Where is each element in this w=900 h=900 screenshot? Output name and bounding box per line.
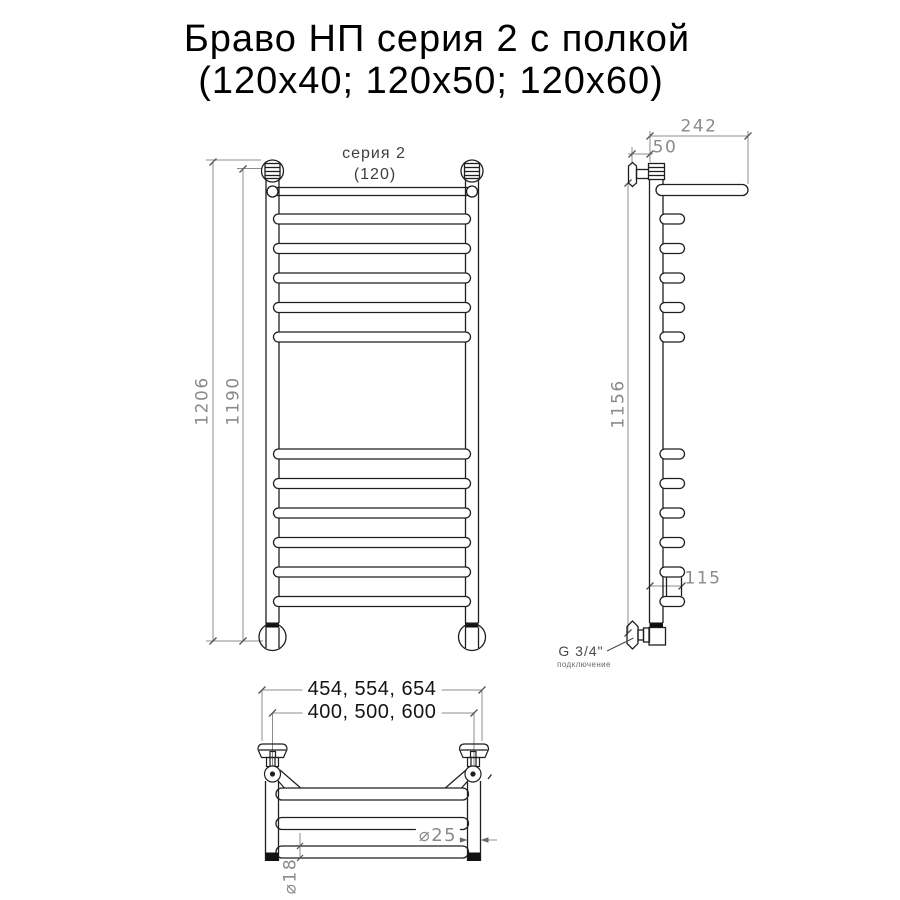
dim-overall-height-1206: 1206 (192, 376, 213, 426)
dim-axis-height-1156: 1156 (608, 379, 629, 429)
side-dimension-ticks (625, 133, 752, 637)
front-shelf-bar (267, 186, 478, 197)
side-dimension-lines (628, 131, 748, 633)
dim-shelf-depth-242: 242 (680, 116, 718, 137)
dim-wall-offset-50: 50 (652, 137, 678, 158)
connection-label: подключение (557, 660, 611, 669)
page-title-line2: (120x40; 120x50; 120x60) (198, 60, 664, 102)
front-view (206, 159, 486, 651)
dim-bottom-depth-115: 115 (684, 568, 722, 589)
dim-axis-height-1190: 1190 (223, 376, 244, 426)
dim-axis-widths: 400, 500, 600 (303, 702, 442, 722)
series-label: серия 2 (342, 145, 406, 162)
side-top-bracket (629, 163, 665, 187)
side-view (607, 131, 752, 651)
dim-rung-diameter-18: ⌀18 (280, 857, 301, 895)
side-bottom-bracket (607, 621, 666, 651)
bottom-right-bracket (460, 744, 492, 782)
thread-leader-line (607, 638, 634, 651)
bottom-left-tube-cap (266, 853, 279, 862)
bottom-bars (276, 788, 469, 858)
width-label: (120) (353, 166, 397, 183)
page-title-line1: Браво НП серия 2 с полкой (183, 18, 691, 60)
front-bottom-brackets (259, 623, 486, 651)
side-return-elbow (667, 578, 682, 597)
thread-size-label: G 3/4" (558, 643, 604, 659)
side-rung-stubs (660, 214, 685, 607)
dim-overall-widths: 454, 554, 654 (303, 679, 442, 699)
bottom-right-tube-cap (468, 853, 481, 862)
side-shelf (656, 185, 748, 196)
front-rungs (274, 214, 471, 607)
dim-tube-diameter-25: ⌀25 (416, 827, 460, 845)
